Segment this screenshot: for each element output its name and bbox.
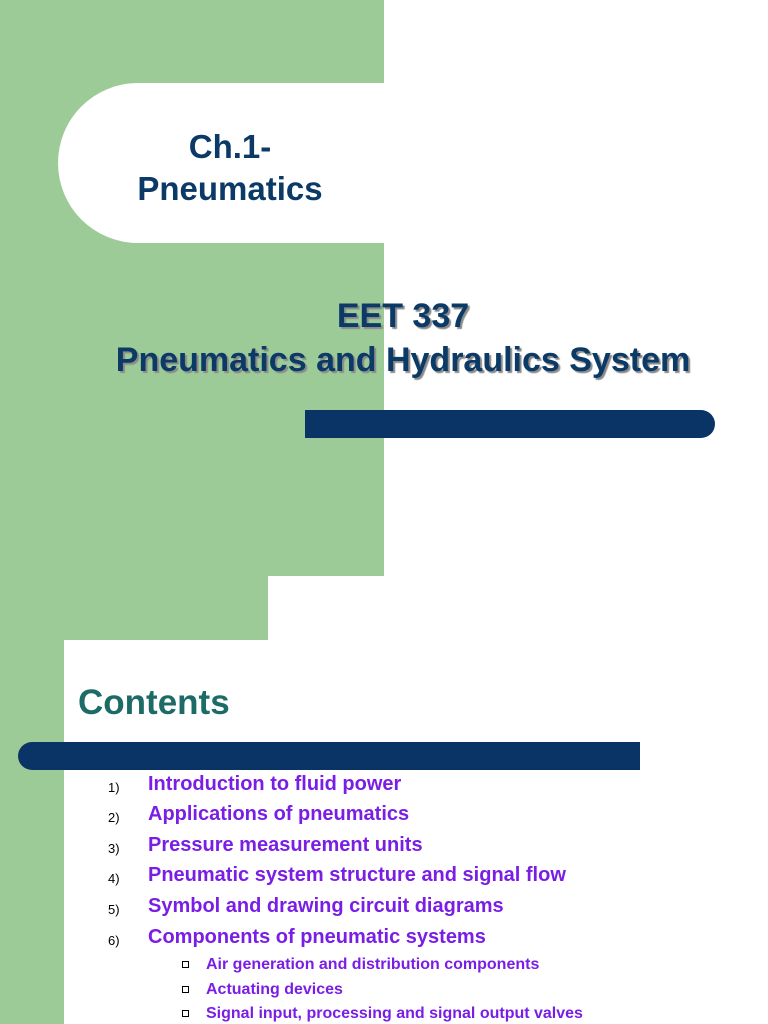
square-bullet-icon — [182, 1010, 189, 1017]
item-number: 6) — [108, 933, 120, 948]
contents-title: Contents — [78, 683, 230, 722]
accent-bar — [305, 410, 715, 438]
item-number: 3) — [108, 841, 120, 856]
item-number: 2) — [108, 810, 120, 825]
sub-item-label: Air generation and distribution components — [206, 956, 540, 973]
item-label: Applications of pneumatics — [148, 803, 410, 825]
chapter-line-1: Ch.1- — [188, 128, 272, 165]
list-item — [0, 894, 768, 924]
course-code: EET 337 — [336, 297, 470, 335]
accent-bar — [18, 742, 640, 770]
sub-list-item — [0, 979, 768, 1004]
sub-list-item — [0, 954, 768, 979]
square-bullet-icon — [182, 986, 189, 993]
item-label: Symbol and drawing circuit diagrams — [148, 895, 504, 917]
course-title: Pneumatics and Hydraulics System — [115, 341, 691, 379]
item-label: Pneumatic system structure and signal flow — [148, 864, 566, 886]
list-item — [0, 802, 768, 832]
item-label: Pressure measurement units — [148, 834, 423, 856]
item-number: 5) — [108, 902, 120, 917]
item-number: 4) — [108, 871, 120, 886]
list-item — [0, 863, 768, 893]
green-panel-top — [64, 576, 268, 640]
item-number: 1) — [108, 780, 120, 795]
contents-slide — [0, 576, 768, 1024]
list-item — [0, 833, 768, 863]
square-bullet-icon — [182, 961, 189, 968]
sub-item-label: Signal input, processing and signal output valves — [206, 1005, 583, 1022]
sub-item-label: Actuating devices — [206, 981, 343, 998]
list-item — [0, 925, 768, 955]
item-label: Introduction to fluid power — [148, 773, 402, 795]
item-label: Components of pneumatic systems — [148, 926, 486, 948]
course-heading — [0, 294, 768, 382]
chapter-line-2: Pneumatics — [137, 170, 323, 207]
sub-list-item — [0, 1003, 768, 1024]
chapter-title — [100, 126, 360, 210]
list-item — [0, 772, 768, 802]
